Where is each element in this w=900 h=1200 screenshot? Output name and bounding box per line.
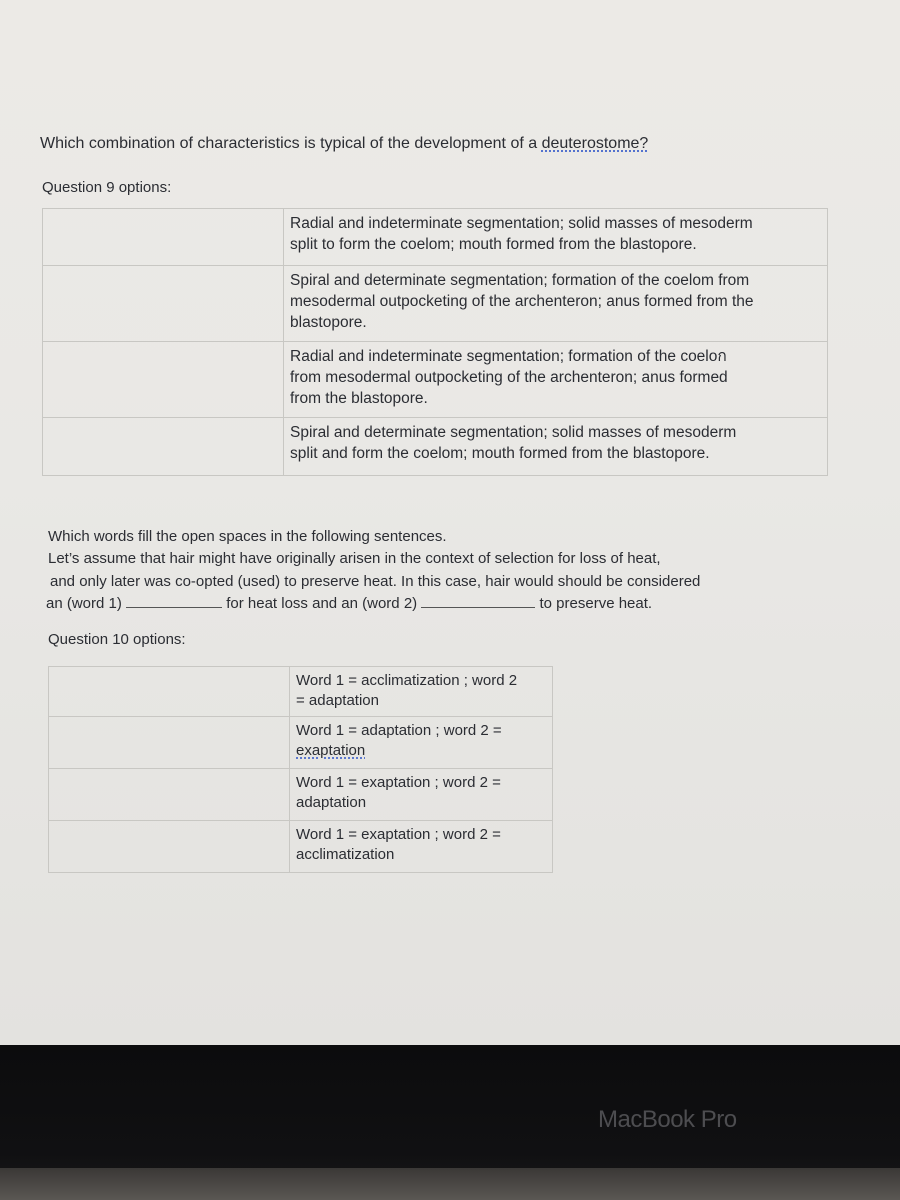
question-10-line-2: Let’s assume that hair might have originally arisen in the context of selection for loss of heat, bbox=[48, 550, 661, 567]
word-2-prefix: for heat loss and an (word 2) bbox=[226, 595, 418, 612]
question-10-option-3[interactable] bbox=[49, 769, 553, 821]
option-select-cell[interactable] bbox=[43, 266, 284, 342]
question-9-term: deuterostome? bbox=[541, 135, 649, 152]
word-2-blank bbox=[421, 593, 535, 608]
question-10-option-1[interactable] bbox=[49, 667, 553, 717]
question-10-option-2[interactable] bbox=[49, 717, 553, 769]
question-9-option-3[interactable] bbox=[43, 342, 828, 418]
question-9-prompt-text: Which combination of characteristics is typical of the development of a bbox=[40, 135, 542, 152]
word-1-prefix: an (word 1) bbox=[46, 595, 122, 612]
question-10-option-4[interactable] bbox=[49, 821, 553, 873]
option-text: Word 1 = exaptation ; word 2 = adaptation bbox=[290, 769, 553, 821]
option-select-cell[interactable] bbox=[43, 209, 284, 266]
option-select-cell[interactable] bbox=[49, 769, 290, 821]
option-text: Word 1 = exaptation ; word 2 = acclimatization bbox=[290, 821, 553, 873]
question-10-options-label: Question 10 options: bbox=[48, 631, 186, 648]
option-text: Radial and indeterminate segmentation; solid masses of mesoderm split to form the coelom; mouth formed from the blastopore. bbox=[284, 209, 828, 266]
question-9-option-2[interactable] bbox=[43, 266, 828, 342]
question-10-line-4 bbox=[46, 593, 652, 614]
word-1-blank bbox=[126, 593, 222, 608]
option-text: Word 1 = acclimatization ; word 2 = adaptation bbox=[290, 667, 553, 717]
option-select-cell[interactable] bbox=[43, 418, 284, 476]
option-select-cell[interactable] bbox=[43, 342, 284, 418]
option-select-cell[interactable] bbox=[49, 717, 290, 769]
option-text: Spiral and determinate segmentation; solid masses of mesoderm split and form the coelom; mouth formed from the blastopore. bbox=[284, 418, 828, 476]
brand-label: MacBook Pro bbox=[598, 1106, 737, 1133]
option-text: Word 1 = adaptation ; word 2 = exaptation bbox=[290, 717, 553, 769]
question-9-options-label: Question 9 options: bbox=[42, 179, 172, 196]
question-9-option-1[interactable] bbox=[43, 209, 828, 266]
question-10-options-table bbox=[48, 666, 553, 873]
question-10-line-1: Which words fill the open spaces in the following sentences. bbox=[48, 528, 447, 545]
question-9-options-table bbox=[42, 208, 828, 476]
option-text: Spiral and determinate segmentation; formation of the coelom from mesodermal outpocketing of the archenteron; anus formed from the blastopore. bbox=[284, 266, 828, 342]
question-9-prompt bbox=[40, 133, 648, 155]
option-select-cell[interactable] bbox=[49, 667, 290, 717]
question-10-line-3: and only later was co-opted (used) to preserve heat. In this case, hair would should be considered bbox=[50, 573, 701, 590]
laptop-base bbox=[0, 1168, 900, 1200]
option-text: Radial and indeterminate segmentation; formation of the coeloก from mesodermal outpocketing of the archenteron; anus formed from the blastopore. bbox=[284, 342, 828, 418]
question-9-option-4[interactable] bbox=[43, 418, 828, 476]
option-select-cell[interactable] bbox=[49, 821, 290, 873]
line-4-suffix: to preserve heat. bbox=[539, 595, 653, 612]
